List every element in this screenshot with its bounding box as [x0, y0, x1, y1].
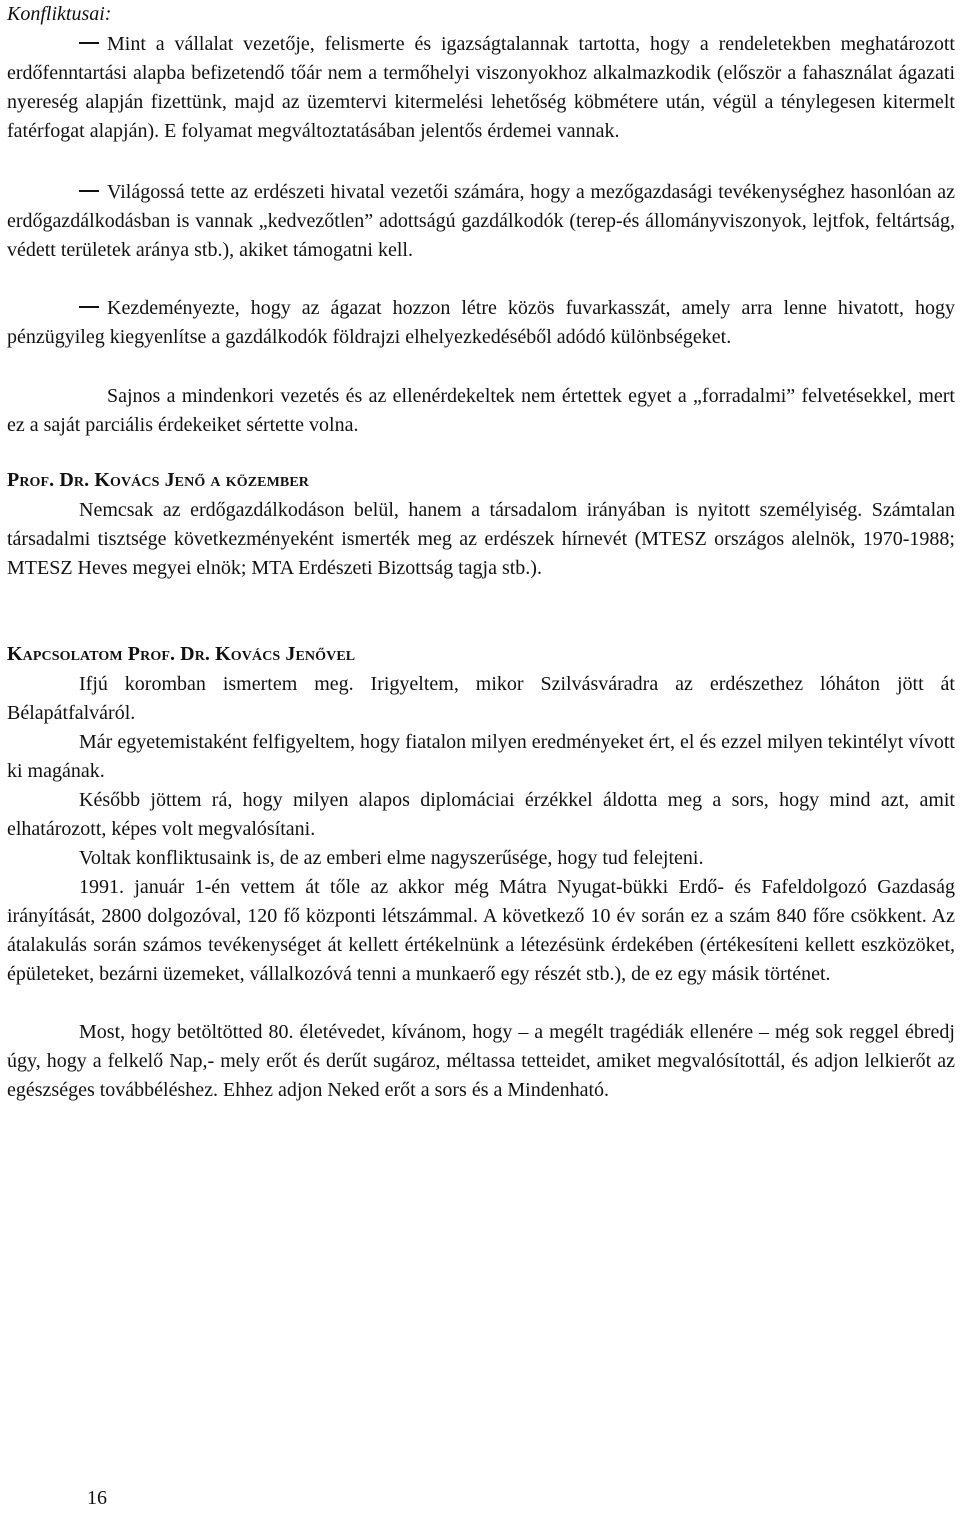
- conflict-item-1: Mint a vállalat vezetője, felismerte és igazságtalannak tartotta, hogy a rendeletekben meghatározott erdőfenntartási alapba befizetendő tőár nem a termőhelyi viszonyokhoz alkalmazkodik (először a fahasználat ágazati nyereség alapján fizettünk, majd az üzemtervi kitermelési lehetőség köbmétere után, végül a ténylegesen kitermelt fatérfogat alapján). E folyamat megváltoztatásában jelentős érdemei vannak.: [7, 33, 955, 143]
- relationship-paragraph: Voltak konfliktusaink is, de az emberi elme nagyszerűsége, hogy tud felejteni.: [79, 847, 704, 869]
- section-heading-public-man: Prof. Dr. Kovács Jenő a közember: [7, 469, 309, 491]
- dash-bullet-icon: [79, 190, 99, 192]
- dash-bullet-icon: [79, 42, 99, 44]
- section-heading-relationship: Kapcsolatom Prof. Dr. Kovács Jenővel: [7, 643, 356, 665]
- public-man-text: Nemcsak az erdőgazdálkodáson belül, hanem a társadalom irányában is nyitott személyiség. Számtalan társadalmi tisztsége következményeként ismerték meg az erdészek hírnevét (MTESZ országos alelnök, 1970-1988; MTESZ Heves megyei elnök; MTA Erdészeti Bizottság tagja stb.).: [7, 499, 955, 580]
- conflicts-label: Konfliktusai:: [7, 3, 112, 25]
- relationship-paragraph: Most, hogy betöltötted 80. életévedet, kívánom, hogy – a megélt tragédiák ellenére – még sok reggel ébredj úgy, hogy a felkelő Nap,- mely erőt és derűt sugároz, méltassa tetteidet, amiket megvalósítottál, és adjon lelkierőt az egészséges továbbéléshez. Ehhez adjon Neked erőt a sors és a Mindenható.: [7, 1021, 955, 1102]
- conflict-item-2: Világossá tette az erdészeti hivatal vezetői számára, hogy a mezőgazdasági tevékenységhez hasonlóan az erdőgazdálkodásban is vannak „kedvezőtlen” adottságú gazdálkodók (terep-és állományviszonyok, lejtfok, feltártság, védett területek aránya stb.), akiket támogatni kell.: [7, 181, 955, 262]
- dash-bullet-icon: [79, 306, 99, 308]
- relationship-paragraph: Ifjú koromban ismertem meg. Irigyeltem, mikor Szilvásváradra az erdészethez lóháton jött át Bélapátfalváról.: [7, 673, 955, 725]
- relationship-paragraph: Később jöttem rá, hogy milyen alapos diplomáciai érzékkel áldotta meg a sors, hogy mind azt, amit elhatározott, képes volt megvalósítani.: [7, 789, 955, 841]
- conflict-item-3: Kezdeményezte, hogy az ágazat hozzon létre közös fuvarkasszát, amely arra lenne hivatott, hogy pénzügyileg kiegyenlítse a gazdálkodók földrajzi elhelyezkedéséből adódó különbségeket.: [7, 297, 955, 349]
- relationship-paragraph: Már egyetemistaként felfigyeltem, hogy fiatalon milyen eredményeket ért, el és ezzel milyen tekintélyt vívott ki magának.: [7, 731, 955, 783]
- relationship-paragraph: 1991. január 1-én vettem át tőle az akkor még Mátra Nyugat-bükki Erdő- és Fafeldolgozó Gazdaság irányítását, 2800 dolgozóval, 120 fő központi létszámmal. A következő 10 év során ez a szám 840 főre csökkent. Az átalakulás során számos tevékenységet át kellett értékelnünk a létezésünk érdekében (értékesíteni kellett eszközöket, épületeket, bezárni üzemeket, vállalkozóvá tenni a munkaerő egy részét stb.), de ez egy másik történet.: [7, 876, 955, 986]
- conflicts-closing: Sajnos a mindenkori vezetés és az ellenérdekeltek nem értettek egyet a „forradalmi” felvetésekkel, mert ez a saját parciális érdekeiket sértette volna.: [7, 385, 955, 437]
- page-number: 16: [87, 1487, 107, 1509]
